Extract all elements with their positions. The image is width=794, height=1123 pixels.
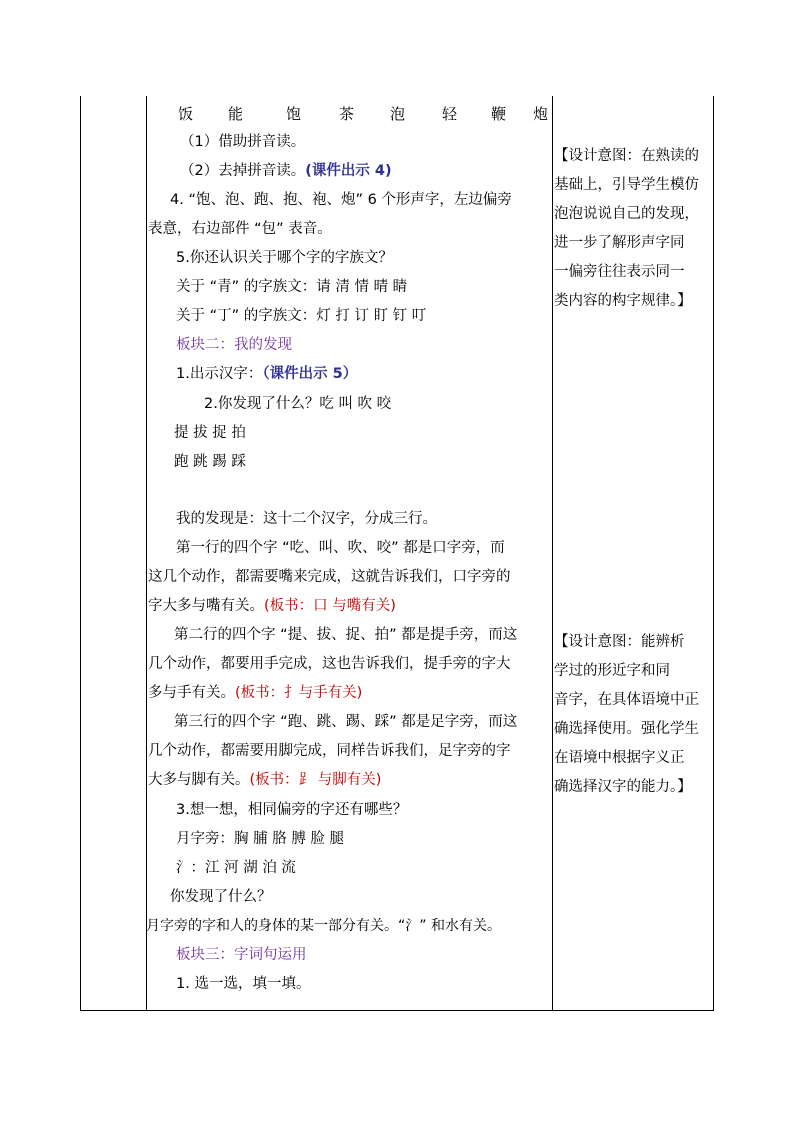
paragraph-line: 字大多与嘴有关。(板书：口 与嘴有关) bbox=[148, 598, 396, 614]
step-line: 1. 选一选，填一填。 bbox=[176, 976, 311, 992]
char-item: 饱 bbox=[286, 105, 302, 123]
paragraph-line: 月字旁的字和人的身体的某一部分有关。“氵” 和水有关。 bbox=[146, 918, 501, 934]
step-line: （2）去掉拼音读。(课件出示 4) bbox=[180, 163, 392, 179]
question-line: 3.想一想，相同偏旁的字还有哪些？ bbox=[176, 802, 408, 818]
char-item: 茶 bbox=[339, 105, 355, 123]
radical-line: 月字旁：胸 脯 胳 膊 脸 腿 bbox=[176, 831, 345, 847]
question-line: 你发现了什么？ bbox=[170, 889, 272, 905]
question-line: 2.你发现了什么？吃 叫 吹 咬 bbox=[204, 396, 392, 412]
section-heading: 板块三：字词句运用 bbox=[176, 947, 307, 963]
char-group: 跑 跳 踢 踩 bbox=[174, 454, 246, 470]
paragraph-line: 第二行的四个字 “提、拔、捉、拍” 都是提手旁，而这 bbox=[174, 627, 518, 643]
board-note: (板书：⻊ 与脚有关) bbox=[249, 772, 382, 788]
courseware-note: （课件出示 5） bbox=[262, 366, 358, 382]
char-item: 鞭 bbox=[491, 105, 507, 123]
paragraph-line: 几个动作，都需要用脚完成，同样告诉我们，足字旁的字 bbox=[148, 743, 511, 759]
paragraph-line: 多与手有关。(板书：扌与手有关) bbox=[148, 685, 363, 701]
step-line: 1.出示汉字：（课件出示 5） bbox=[176, 366, 358, 382]
word-family-line: 关于 “丁” 的字族文：灯 打 订 盯 钉 叮 bbox=[176, 308, 427, 324]
paragraph-line: 4. “饱、泡、跑、抱、袍、炮” 6 个形声字，左边偏旁 bbox=[170, 192, 512, 208]
board-note: (板书：口 与嘴有关) bbox=[264, 598, 396, 614]
char-item: 轻 bbox=[442, 105, 458, 123]
char-item: 能 bbox=[228, 105, 244, 123]
char-group: 提 拔 捉 拍 bbox=[174, 425, 246, 441]
char-item: 炮 bbox=[533, 105, 549, 123]
paragraph-line: 第三行的四个字 “跑、跳、踢、踩” 都是足字旁，而这 bbox=[174, 714, 518, 730]
question-line: 5.你还认识关于哪个字的字族文？ bbox=[176, 250, 393, 266]
paragraph-line: 这几个动作，都需要嘴来完成，这就告诉我们，口字旁的 bbox=[148, 569, 511, 585]
radical-line: 氵：江 河 湖 泊 流 bbox=[176, 860, 296, 876]
step-line: （1）借助拼音读。 bbox=[180, 134, 306, 150]
char-item: 饭 bbox=[178, 105, 194, 123]
word-family-line: 关于 “青” 的字族文：请 清 情 晴 睛 bbox=[176, 279, 408, 295]
design-intent-note-2: 【设计意图：能辨析 学过的形近字和同 音字，在具体语境中正 确选择使用。强化学生 在语境中根据字义正 确选择汉字的能力。】 bbox=[554, 634, 699, 795]
paragraph-line: 第一行的四个字 “吃、叫、吹、咬” 都是口字旁，而 bbox=[176, 540, 505, 556]
section-heading: 板块二：我的发现 bbox=[176, 337, 292, 353]
table-border-col2 bbox=[552, 96, 553, 1011]
paragraph-line: 几个动作，都要用手完成，这也告诉我们，提手旁的字大 bbox=[148, 656, 511, 672]
paragraph-line: 大多与脚有关。(板书：⻊ 与脚有关) bbox=[148, 772, 382, 788]
table-border-left bbox=[80, 96, 81, 1011]
courseware-note: (课件出示 4) bbox=[305, 163, 392, 179]
board-note: (板书：扌与手有关) bbox=[235, 685, 363, 701]
paragraph-line: 表意，右边部件 “包” 表音。 bbox=[148, 221, 332, 237]
design-intent-note-1: 【设计意图：在熟读的 基础上，引导学生模仿 泡泡说说自己的发现， 进一步了解形声字同 一偏旁往往表示同一 类内容的构字规律。】 bbox=[554, 148, 699, 309]
paragraph-line: 我的发现是：这十二个汉字，分成三行。 bbox=[176, 511, 437, 527]
table-border-col1 bbox=[146, 96, 147, 1011]
character-row bbox=[178, 103, 548, 123]
table-border-bottom bbox=[80, 1010, 714, 1011]
char-item: 泡 bbox=[390, 105, 406, 123]
